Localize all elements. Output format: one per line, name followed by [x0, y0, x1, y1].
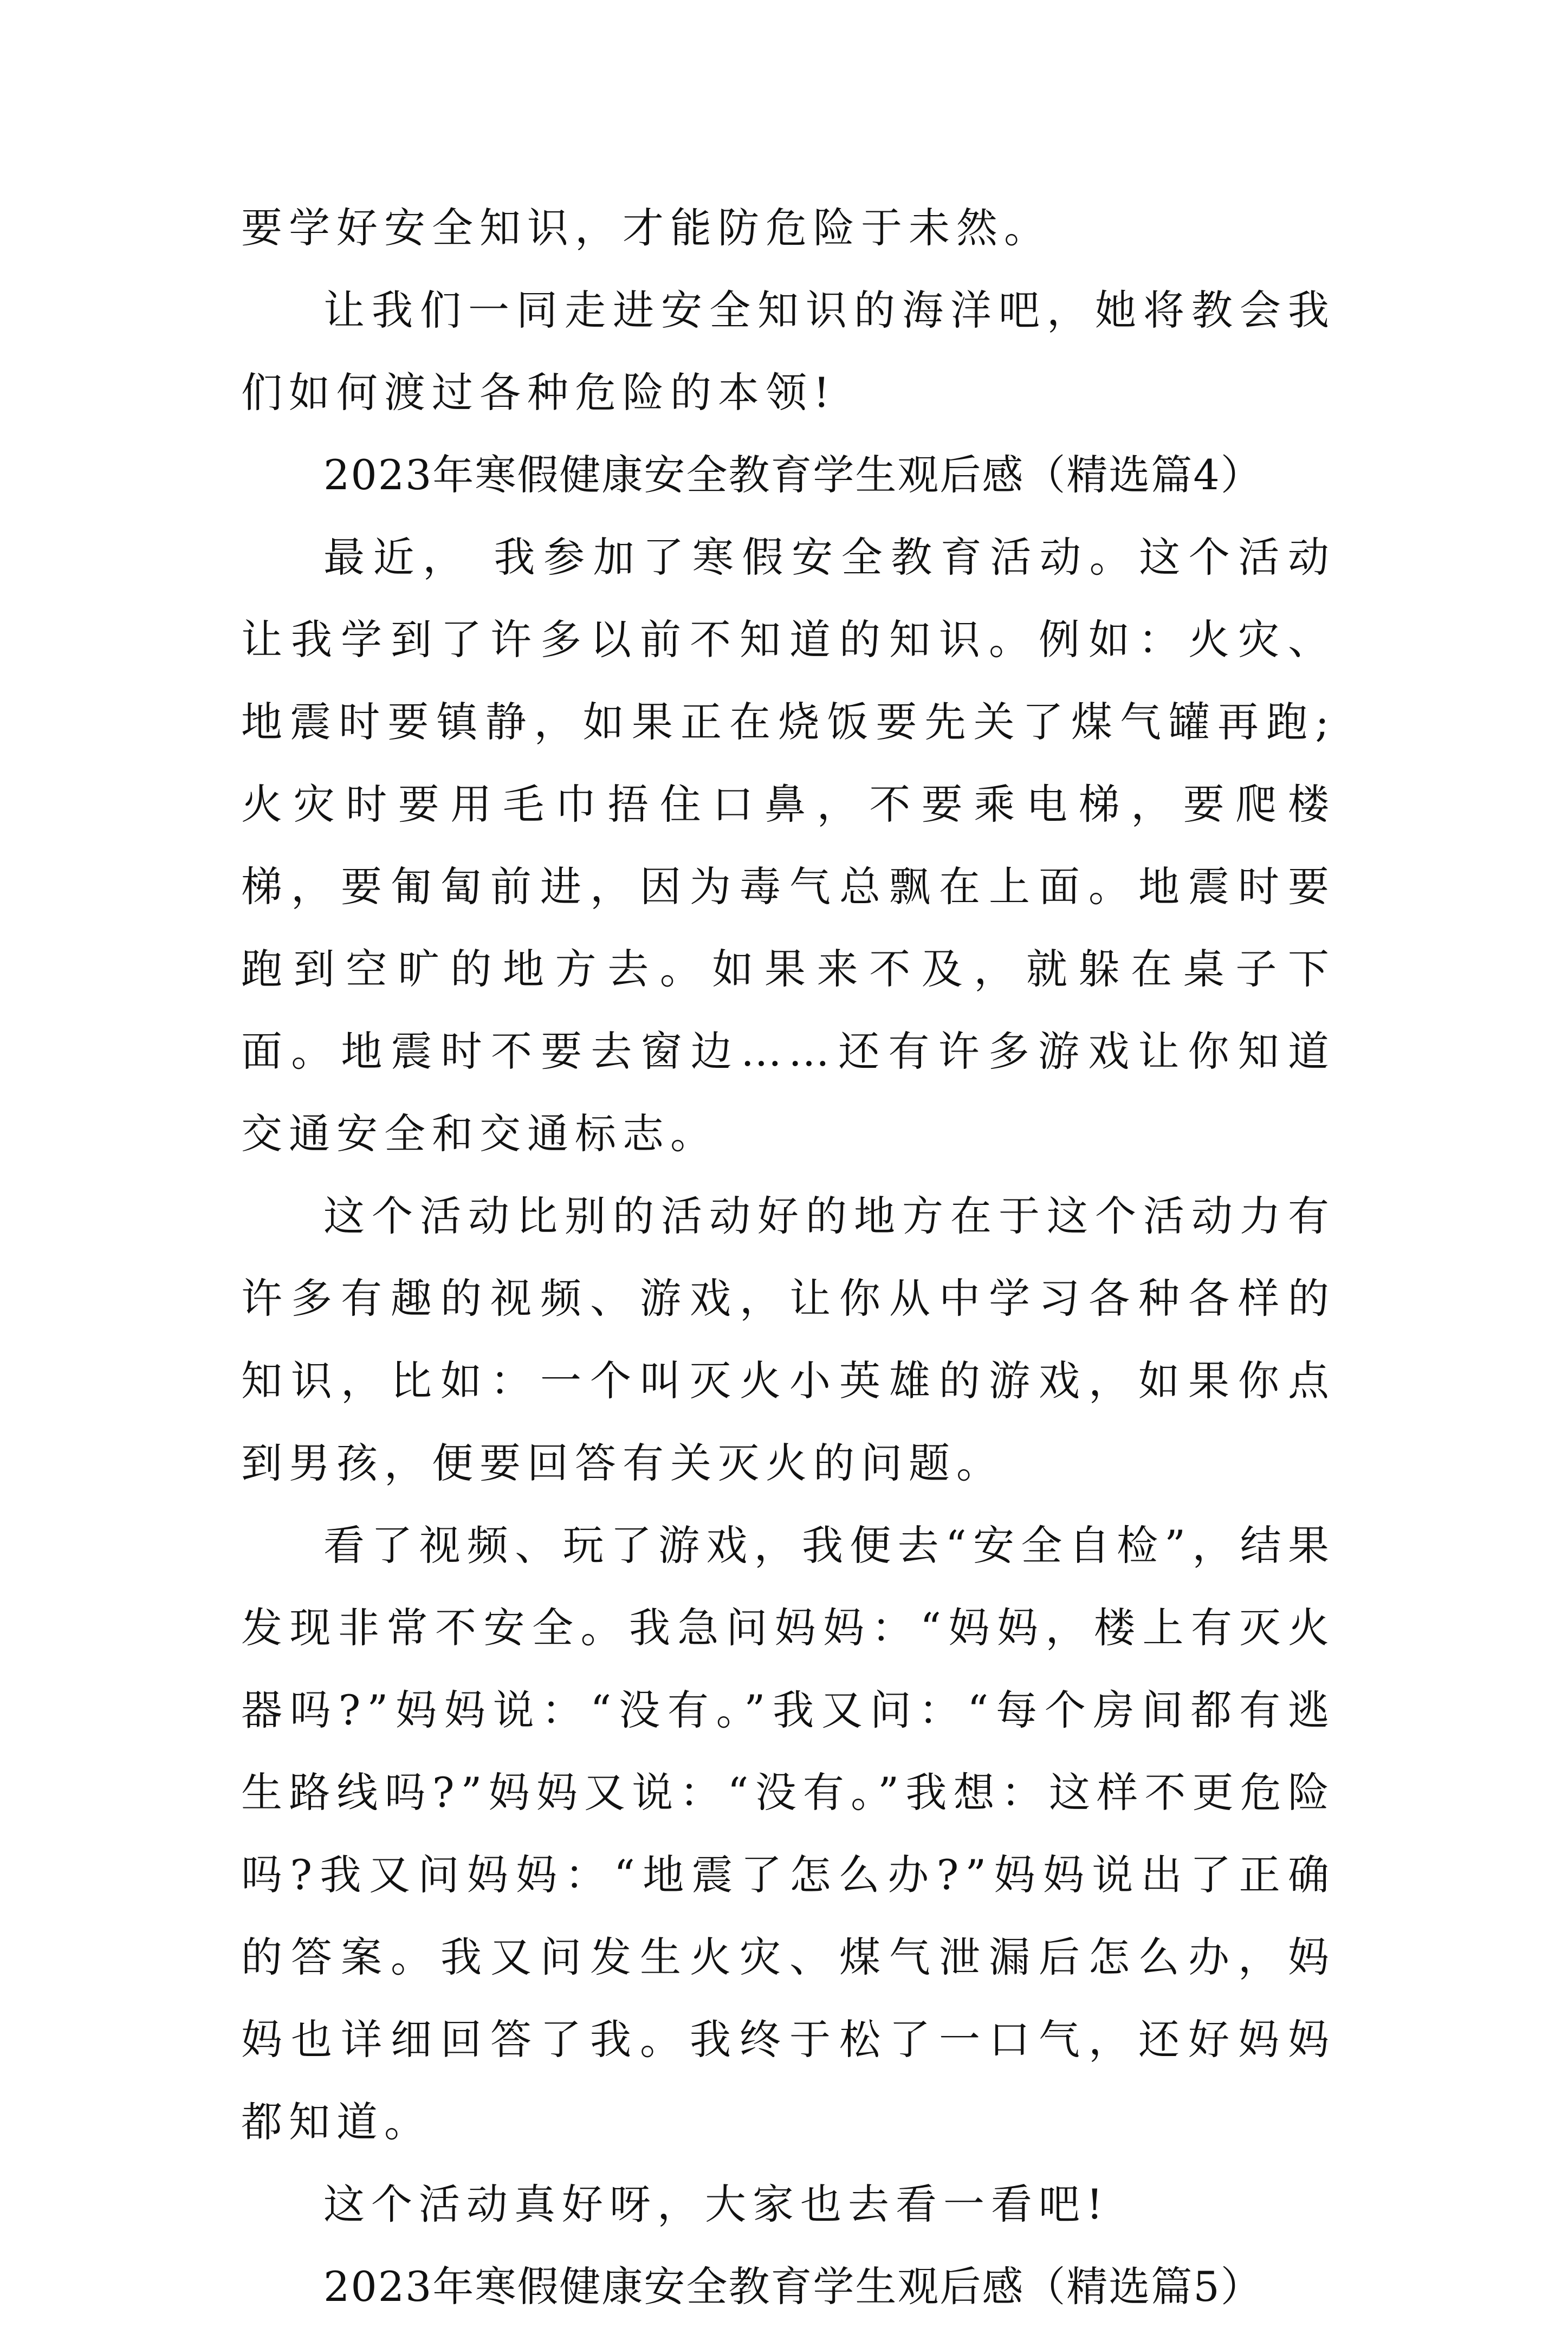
paragraph-1: 要学好安全知识，才能防危险于未然。	[241, 204, 1052, 252]
section-heading-5: 2023年寒假健康安全教育学生观后感（精选篇5）	[323, 2262, 1263, 2311]
paragraph-4: 这个活动比别的活动好的地方在于这个活动力有许多有趣的视频、游戏，让你从中学习各种各样的知识，比如：一个叫灭火小英雄的游戏，如果你点到男孩，便要回答有关灭火的问题。	[241, 1192, 1336, 1487]
paragraph-6: 这个活动真好呀，大家也去看一看吧!	[323, 2180, 1110, 2228]
paragraph-5: 看了视频、玩了游戏，我便去“安全自检”，结果发现非常不安全。我急问妈妈：“妈妈，楼上有灭火器吗?”妈妈说：“没有。”我又问：“每个房间都有逃生路线吗?”妈妈又说：“没有。”我想：这样不更危险吗?我又问妈妈：“地震了怎么办?”妈妈说出了正确的答案。我又问发生火灾、煤气泄漏后怎么办，妈妈也详细回答了我。我终于松了一口气，还好妈妈都知道。	[241, 1521, 1336, 2146]
document-body	[241, 187, 1336, 2328]
section-heading-4: 2023年寒假健康安全教育学生观后感（精选篇4）	[323, 451, 1263, 499]
paragraph-3: 最近， 我参加了寒假安全教育活动。这个活动让我学到了许多以前不知道的知识。例如：火灾、地震时要镇静，如果正在烧饭要先关了煤气罐再跑;火灾时要用毛巾捂住口鼻，不要乘电梯，要爬楼梯，要匍匐前进，因为毒气总飘在上面。地震时要跑到空旷的地方去。如果来不及，就躲在桌子下面。地震时不要去窗边……还有许多游戏让你知道交通安全和交通标志。	[241, 533, 1336, 1158]
paragraph-2: 让我们一同走进安全知识的海洋吧，她将教会我们如何渡过各种危险的本领!	[241, 286, 1336, 417]
